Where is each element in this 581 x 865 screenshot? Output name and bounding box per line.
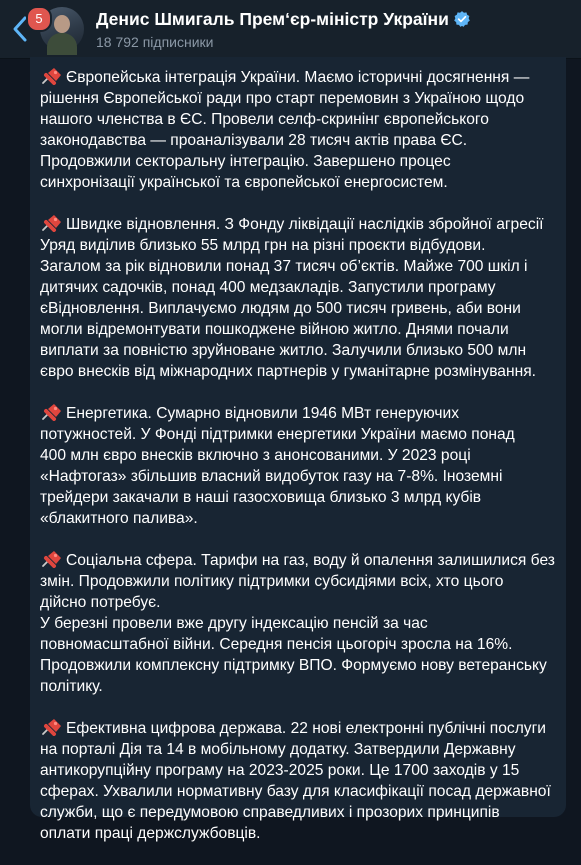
- message-line-text: могли відремонтувати пошкоджене війною житло. Днями почали: [40, 321, 509, 338]
- message-paragraph: [40, 550, 556, 697]
- message-line: [40, 718, 556, 739]
- message-line-text: Загалом за рік відновили понад 37 тисяч об’єктів. Майже 700 шкіл і: [40, 258, 528, 275]
- message-line-text: 400 млн євро внесків включно з анонсованими. У 2023 році: [40, 447, 471, 464]
- message-line: [40, 508, 556, 529]
- message-line: [40, 655, 556, 676]
- message-line: [40, 760, 556, 781]
- message-paragraph: [40, 67, 556, 193]
- message-paragraph: [40, 214, 556, 382]
- message-line-text: «Нафтогаз» збільшив власний видобуток газу на 7-8%. Іноземні: [40, 468, 503, 485]
- pushpin-icon: [40, 403, 62, 421]
- avatar-body: [47, 33, 77, 55]
- message-line-text: Енергетика. Сумарно відновили 1946 МВт генеруючих: [66, 405, 459, 422]
- message-line-text: Ефективна цифрова держава. 22 нові електронні публічні послуги: [66, 720, 547, 737]
- message-line: [40, 298, 556, 319]
- verified-badge-icon: [453, 10, 471, 28]
- message-line-text: синхронізації української та європейської енергосистем.: [40, 174, 448, 191]
- message-line: [40, 634, 556, 655]
- message-line: [40, 130, 556, 151]
- message-line-text: У березні провели вже другу індексацію пенсій за час: [40, 615, 428, 632]
- message-line-text: Соціальна сфера. Тарифи на газ, воду й опалення залишилися без: [66, 552, 555, 569]
- message-line: [40, 67, 556, 88]
- message-line: [40, 256, 556, 277]
- message-line: [40, 151, 556, 172]
- message-line-text: рішення Європейської ради про старт перемовин з Україною щодо: [40, 90, 525, 107]
- message-line: [40, 676, 556, 697]
- message-line: [40, 802, 556, 823]
- avatar-head: [54, 15, 70, 33]
- message-line-text: Європейська інтеграція України. Маємо історичні досягнення —: [66, 69, 530, 86]
- message-line-text: нашого членства в ЄС. Провели селф-скринінг європейського: [40, 111, 489, 128]
- message-line: [40, 361, 556, 382]
- message-line-text: єВідновлення. Виплачуємо людям до 500 тисяч гривень, аби вони: [40, 300, 521, 317]
- message-line: [40, 592, 556, 613]
- message-line-text: законодавства — проаналізували 28 тисяч актів права ЄС.: [40, 132, 468, 149]
- message-line: [40, 277, 556, 298]
- message-line: [40, 403, 556, 424]
- message-line: [40, 424, 556, 445]
- subscriber-count: 18 792 підписники: [96, 34, 214, 50]
- message-line: [40, 235, 556, 256]
- message-line: [40, 466, 556, 487]
- pushpin-icon: [40, 214, 62, 232]
- message-paragraph: [40, 403, 556, 529]
- message-line-text: оплати праці держслужбовців.: [40, 825, 261, 842]
- message-line: [40, 172, 556, 193]
- message-line: [40, 445, 556, 466]
- message-line-text: «блакитного палива».: [40, 510, 198, 527]
- message-line-text: сферах. Ухвалили нормативну базу для класифікації посад державної: [40, 783, 551, 800]
- message-line-text: трейдери закачали в наші газосховища близько 3 млрд кубів: [40, 489, 482, 506]
- message-line: [40, 823, 556, 844]
- message-line-text: євро внесків від міжнародних партнерів у гуманітарне розмінування.: [40, 363, 536, 380]
- channel-title[interactable]: [96, 9, 471, 30]
- message-line-text: дійсно потребує.: [40, 594, 161, 611]
- message-line: [40, 571, 556, 592]
- message-line: [40, 88, 556, 109]
- chat-header: [0, 0, 581, 59]
- message-line-text: служби, що є передумовою справедливих і прозорих принципів: [40, 804, 500, 821]
- message-line: [40, 319, 556, 340]
- pushpin-icon: [40, 718, 62, 736]
- pushpin-icon: [40, 550, 62, 568]
- message-line-text: Продовжили комплексну підтримку ВПО. Формуємо нову ветеранську: [40, 657, 547, 674]
- message-line: [40, 487, 556, 508]
- message-line: [40, 214, 556, 235]
- message-line: [40, 613, 556, 634]
- message-line: [40, 340, 556, 361]
- message-text: [40, 67, 556, 865]
- message-paragraph: [40, 718, 556, 844]
- message-line-text: потужностей. У Фонді підтримки енергетики України маємо понад: [40, 426, 515, 443]
- message-bubble[interactable]: [30, 57, 566, 842]
- message-line: [40, 109, 556, 130]
- message-line-text: Продовжили секторальну інтеграцію. Завершено процес: [40, 153, 451, 170]
- message-line-text: змін. Продовжили політику підтримки субсидіями всіх, хто цього: [40, 573, 504, 590]
- message-line-text: повномасштабної війни. Середня пенсія цьогоріч зросла на 16%.: [40, 636, 513, 653]
- channel-title-text: Денис Шмигаль Прем‘єр-міністр України: [96, 9, 449, 29]
- unread-count-badge: 5: [26, 6, 52, 32]
- message-line-text: політику.: [40, 678, 103, 695]
- message-line-text: дитячих садочків, понад 400 медзакладів. Запустили програму: [40, 279, 496, 296]
- message-line-text: Уряд виділив близько 55 млрд грн на різні проєкти відбудови.: [40, 237, 486, 254]
- message-line-text: Швидке відновлення. З Фонду ліквідації наслідків збройної агресії: [66, 216, 544, 233]
- message-line: [40, 550, 556, 571]
- message-line-text: антикорупційну програму на 2023-2025 роки. Це 1700 заходів у 15: [40, 762, 520, 779]
- message-line: [40, 781, 556, 802]
- pushpin-icon: [40, 67, 62, 85]
- message-line: [40, 739, 556, 760]
- message-line-text: на порталі Дія та 14 в мобільному додатку. Затвердили Державну: [40, 741, 516, 758]
- message-line-text: виплати за повністю зруйноване житло. Залучили близько 500 млн: [40, 342, 527, 359]
